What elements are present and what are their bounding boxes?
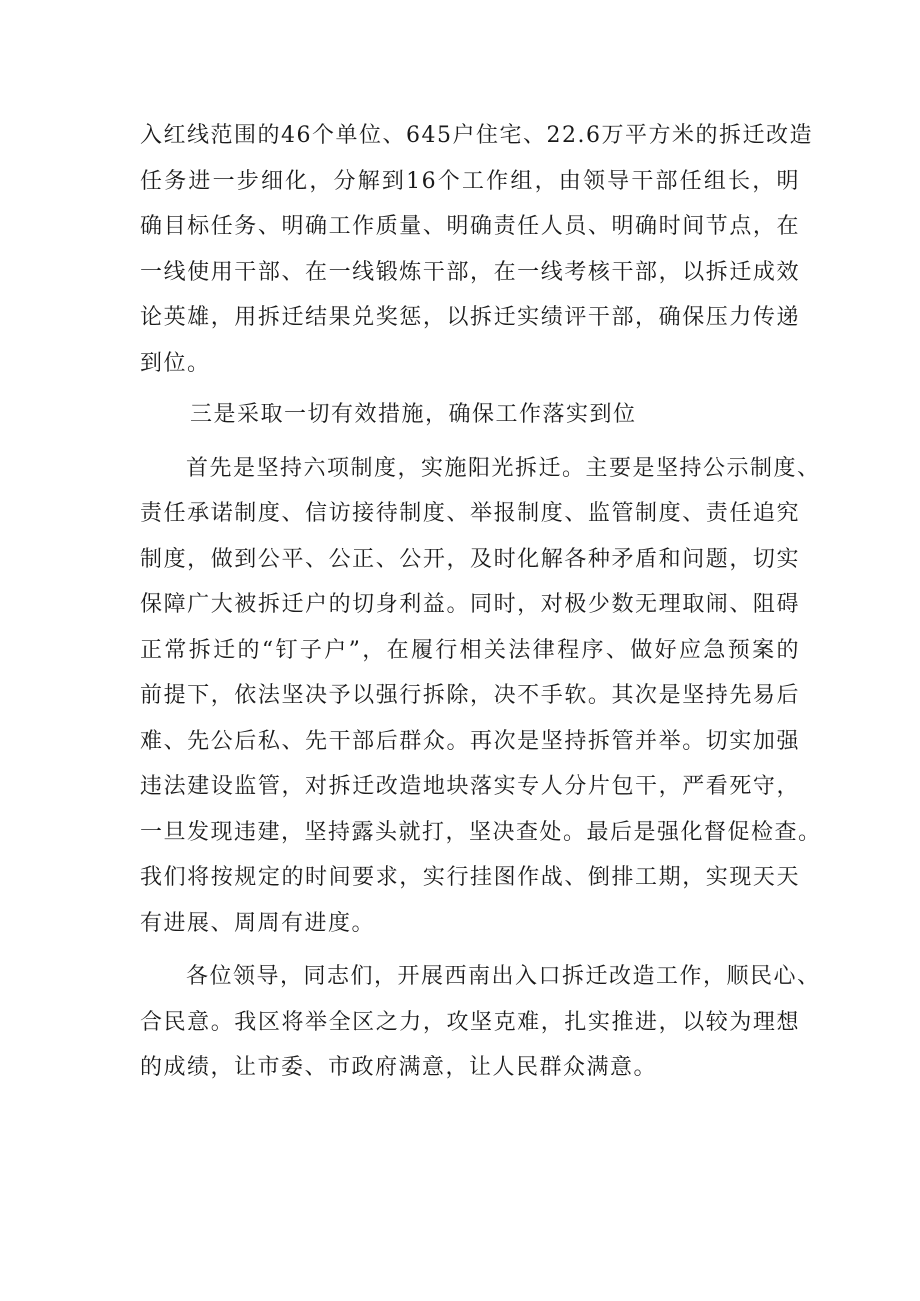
text-line: 任务进一步细化，分解到16个工作组，由领导干部任组长，明 <box>140 168 800 194</box>
text-line: 一旦发现违建，坚持露头就打，坚决查处。最后是强化督促检查。 <box>140 819 822 845</box>
text-line: 正常拆迁的“钉子户”，在履行相关法律程序、做好应急预案的 <box>140 637 800 663</box>
paragraph-measures <box>140 446 822 947</box>
text-line: 责任承诺制度、信访接待制度、举报制度、监管制度、责任追究 <box>140 501 800 526</box>
text-line: 首先是坚持六项制度，实施阳光拆迁。主要是坚持公示制度、 <box>186 455 821 481</box>
text-line: 有进展、周周有进度。 <box>140 910 376 936</box>
text-line: 到位。 <box>140 350 211 376</box>
text-line: 入红线范围的46个单位、645户住宅、22.6万平方米的拆迁改造 <box>140 123 813 148</box>
text-line: 保障广大被拆迁户的切身利益。同时，对极少数无理取闹、阻碍 <box>140 592 800 617</box>
text-line: 前提下，依法坚决予以强行拆除，决不手软。其次是坚持先易后 <box>140 683 800 708</box>
text-line: 一线使用干部、在一线锻炼干部，在一线考核干部，以拆迁成效 <box>140 259 800 285</box>
text-line: 违法建设监管，对拆迁改造地块落实专人分片包干，严看死守， <box>140 774 800 799</box>
text-line: 确目标任务、明确工作质量、明确责任人员、明确时间节点，在 <box>140 214 800 239</box>
text-line: 论英雄，用拆迁结果兑奖惩，以拆迁实绩评干部，确保压力传递 <box>140 305 800 330</box>
heading-text: 三是采取一切有效措施，确保工作落实到位 <box>190 402 637 427</box>
text-line: 制度，做到公平、公正、公开，及时化解各种矛盾和问题，切实 <box>140 546 800 572</box>
text-line: 的成绩，让市委、市政府满意，让人民群众满意。 <box>140 1055 658 1080</box>
document-body <box>140 113 822 1091</box>
text-line: 合民意。我区将举全区之力，攻坚克难，扎实推进，以较为理想 <box>140 1009 800 1035</box>
paragraph-closing <box>140 954 821 1091</box>
section-heading <box>140 392 800 438</box>
text-line: 各位领导，同志们，开展西南出入口拆迁改造工作，顺民心、 <box>186 964 821 989</box>
text-line: 难、先公后私、先干部后群众。再次是坚持拆管并举。切实加强 <box>140 728 800 754</box>
text-line: 我们将按规定的时间要求，实行挂图作战、倒排工期，实现天天 <box>140 865 800 890</box>
paragraph-continuation <box>140 113 813 386</box>
